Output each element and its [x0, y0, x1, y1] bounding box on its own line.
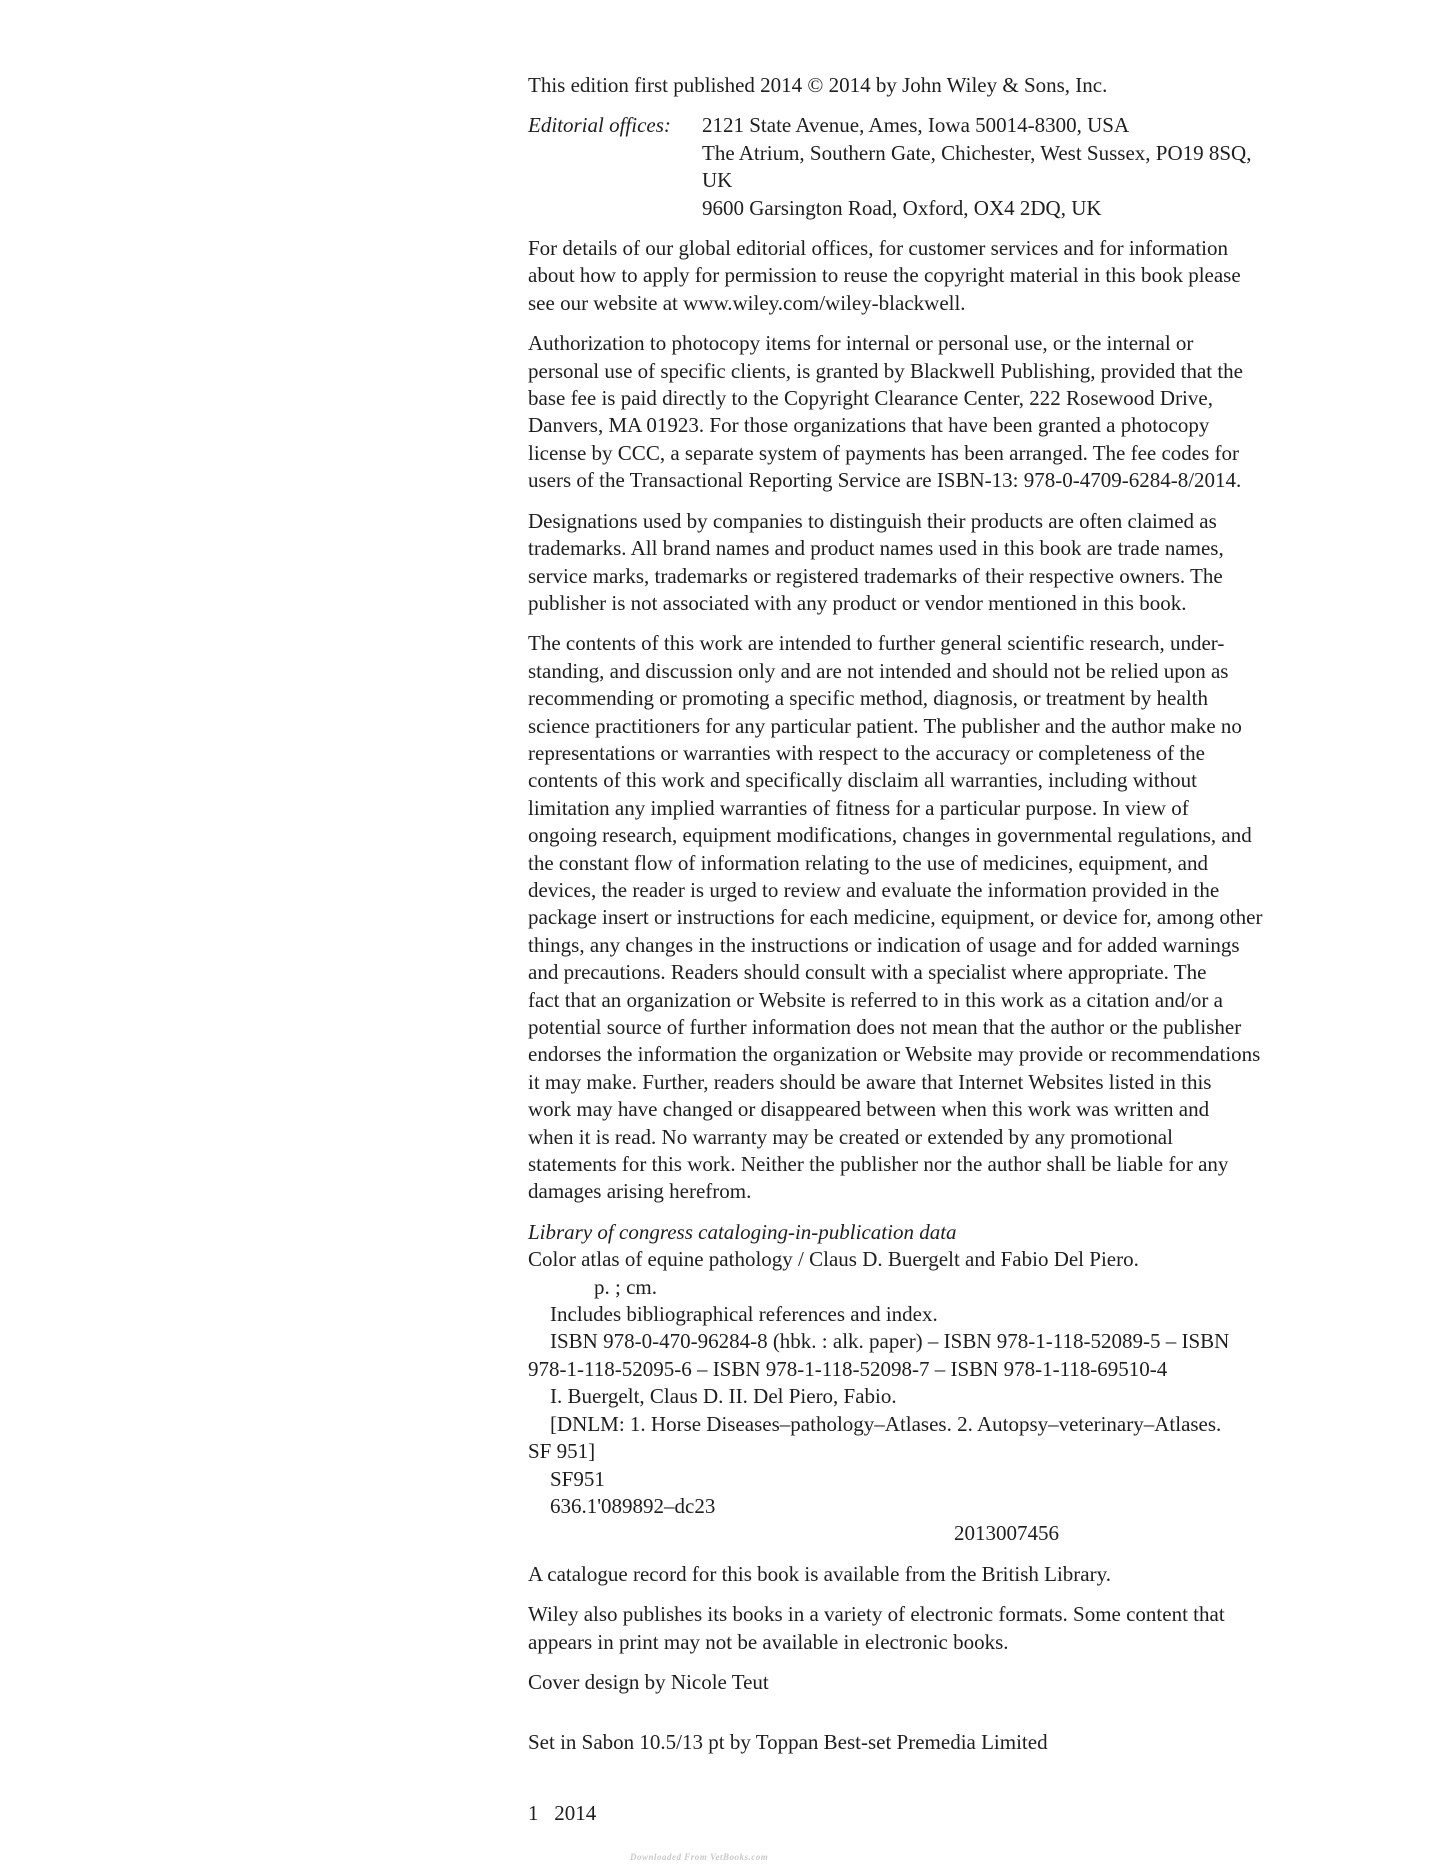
authorization-paragraph	[528, 330, 1358, 494]
text-line: appears in print may not be available in electronic books.	[528, 1629, 1009, 1654]
text-line: about how to apply for permission to reuse the copyright material in this book please	[528, 263, 1241, 288]
text-line: it may make. Further, readers should be aware that Internet Websites listed in this	[528, 1069, 1212, 1094]
text-line: publisher is not associated with any product or vendor mentioned in this book.	[528, 590, 1187, 615]
text-line: recommending or promoting a specific method, diagnosis, or treatment by health	[528, 686, 1208, 711]
editorial-offices-label: Editorial offices:	[528, 113, 671, 138]
text-line: things, any changes in the instructions or indication of usage and for added warnings	[528, 932, 1240, 957]
cip-heading: Library of congress cataloging-in-publication data	[528, 1219, 957, 1244]
details-paragraph	[528, 235, 1358, 317]
text-line: The contents of this work are intended to further general scientific research, under-	[528, 631, 1225, 656]
text-line: license by CCC, a separate system of payments has been arranged. The fee codes for	[528, 440, 1240, 465]
text-line: work may have changed or disappeared between when this work was written and	[528, 1097, 1210, 1122]
text-line: package insert or instructions for each medicine, equipment, or device for, among other	[528, 905, 1263, 930]
text-line: science practitioners for any particular patient. The publisher and the author make no	[528, 713, 1242, 738]
cip-classification: SF951	[550, 1466, 605, 1491]
spacer	[528, 1709, 1358, 1729]
office-address: 9600 Garsington Road, Oxford, OX4 2DQ, UK	[702, 195, 1102, 220]
text-line: see our website at www.wiley.com/wiley-blackwell.	[528, 290, 966, 315]
text-line: users of the Transactional Reporting Service are ISBN-13: 978-0-4709-6284-8/2014.	[528, 468, 1242, 493]
text-line: Authorization to photocopy items for internal or personal use, or the internal or	[528, 331, 1194, 356]
text-line: personal use of specific clients, is granted by Blackwell Publishing, provided that the	[528, 358, 1244, 383]
cip-title-line: Color atlas of equine pathology / Claus D. Buergelt and Fabio Del Piero.	[528, 1247, 1139, 1272]
text-line: ongoing research, equipment modifications, changes in governmental regulations, and	[528, 823, 1252, 848]
office-address: The Atrium, Southern Gate, Chichester, West Sussex, PO19 8SQ,	[702, 140, 1252, 165]
editorial-offices-addresses	[702, 112, 1358, 222]
office-address: UK	[702, 168, 733, 193]
text-line: representations or warranties with respect to the accuracy or completeness of the	[528, 740, 1205, 765]
text-line: and precautions. Readers should consult with a specialist where appropriate. The	[528, 960, 1207, 985]
cip-data-block	[528, 1219, 1358, 1548]
cip-dnlm-line: SF 951]	[528, 1439, 596, 1464]
text-line: trademarks. All brand names and product names used in this book are trade names,	[528, 536, 1224, 561]
cip-isbn-line: 978-1-118-52095-6 – ISBN 978-1-118-52098-7 – ISBN 978-1-118-69510-4	[528, 1356, 1168, 1381]
cip-includes-note: Includes bibliographical references and index.	[550, 1302, 938, 1327]
text-line: devices, the reader is urged to review and evaluate the information provided in the	[528, 877, 1220, 902]
text-line: endorses the information the organization or Website may provide or recommendations	[528, 1042, 1261, 1067]
cip-classification: 636.1'089892–dc23	[550, 1493, 716, 1518]
british-library-note: A catalogue record for this book is available from the British Library.	[528, 1561, 1111, 1586]
cip-physical-description: p. ; cm.	[594, 1274, 657, 1299]
cip-dnlm-line: [DNLM: 1. Horse Diseases–pathology–Atlases. 2. Autopsy–veterinary–Atlases.	[550, 1411, 1222, 1436]
disclaimer-paragraph	[528, 630, 1358, 1206]
text-line: Designations used by companies to distinguish their products are often claimed as	[528, 508, 1217, 533]
editorial-offices	[528, 112, 1358, 222]
cip-isbn-line: ISBN 978-0-470-96284-8 (hbk. : alk. paper) – ISBN 978-1-118-52089-5 – ISBN	[550, 1329, 1230, 1354]
spacer	[528, 1770, 1358, 1800]
text-line: For details of our global editorial offices, for customer services and for information	[528, 236, 1228, 261]
text-line: service marks, trademarks or registered trademarks of their respective owners. The	[528, 563, 1223, 588]
download-watermark: Downloaded From VetBooks.com	[630, 1852, 769, 1862]
cip-authors-line: I. Buergelt, Claus D. II. Del Piero, Fabio.	[550, 1384, 897, 1409]
cip-record-number: 2013007456	[954, 1521, 1059, 1546]
cover-design-credit: Cover design by Nicole Teut	[528, 1669, 769, 1694]
designations-paragraph	[528, 508, 1358, 618]
text-line: damages arising herefrom.	[528, 1179, 752, 1204]
text-line: Danvers, MA 01923. For those organizations that have been granted a photocopy	[528, 413, 1210, 438]
electronic-formats-paragraph	[528, 1601, 1358, 1656]
text-line: contents of this work and specifically disclaim all warranties, including without	[528, 768, 1197, 793]
text-line: statements for this work. Neither the publisher nor the author shall be liable for any	[528, 1152, 1229, 1177]
text-line: standing, and discussion only and are not intended and should not be relied upon as	[528, 658, 1229, 683]
office-address: 2121 State Avenue, Ames, Iowa 50014-8300, USA	[702, 113, 1130, 138]
text-line: base fee is paid directly to the Copyright Clearance Center, 222 Rosewood Drive,	[528, 386, 1213, 411]
text-line: the constant flow of information relating to the use of medicines, equipment, and	[528, 850, 1208, 875]
copyright-page	[528, 72, 1358, 1840]
text-line: when it is read. No warranty may be created or extended by any promotional	[528, 1124, 1173, 1149]
text-line: limitation any implied warranties of fitness for a particular purpose. In view of	[528, 795, 1189, 820]
typeset-credit: Set in Sabon 10.5/13 pt by Toppan Best-set Premedia Limited	[528, 1730, 1048, 1755]
text-line: potential source of further information does not mean that the author or the publisher	[528, 1015, 1242, 1039]
copyright-line: This edition first published 2014 © 2014 by John Wiley & Sons, Inc.	[528, 73, 1108, 97]
text-line: Wiley also publishes its books in a variety of electronic formats. Some content that	[528, 1602, 1225, 1627]
text-line: fact that an organization or Website is referred to in this work as a citation and/or a	[528, 987, 1223, 1012]
printing-line: 1 2014	[528, 1800, 597, 1825]
